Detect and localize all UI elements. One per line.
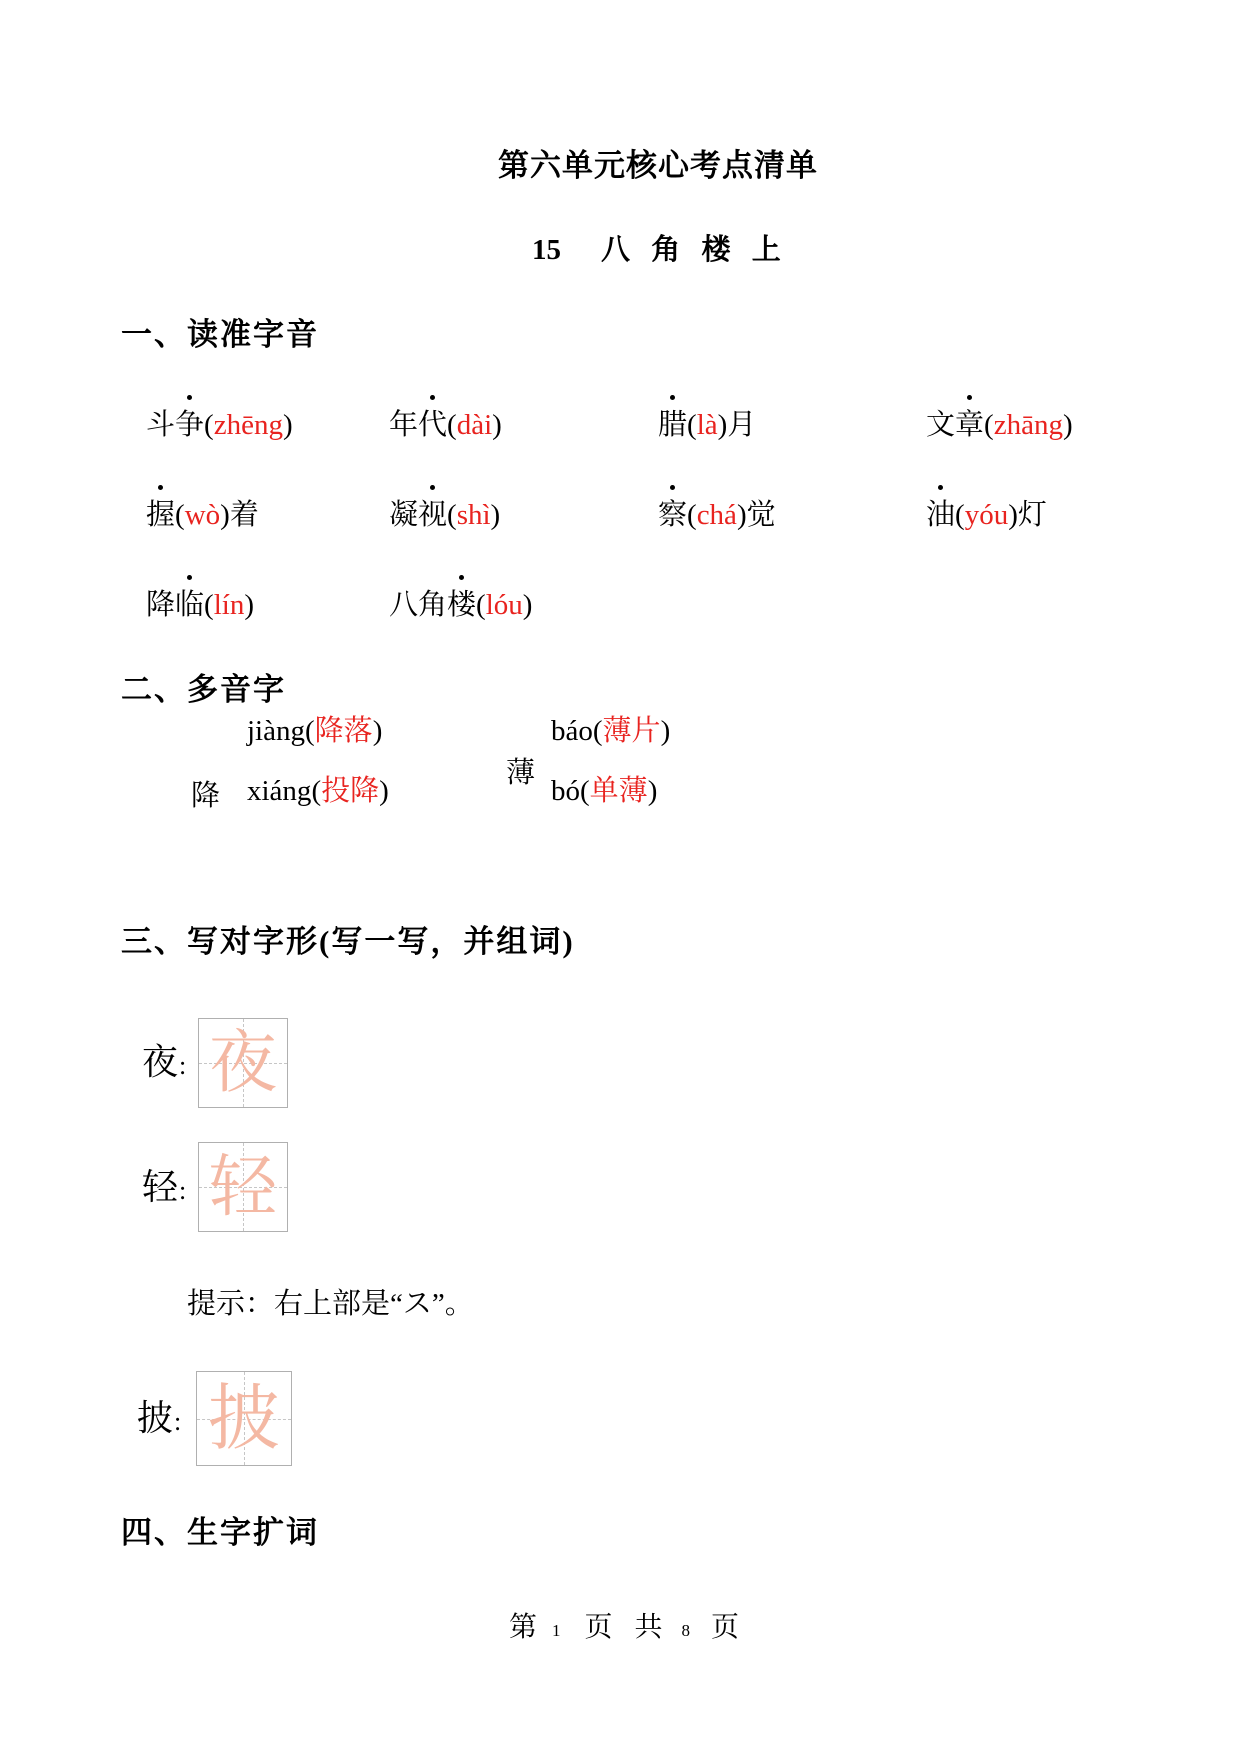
open-paren: ( bbox=[305, 715, 315, 747]
trace-char: 轻 bbox=[208, 1149, 277, 1225]
current-page-number: 1 bbox=[552, 1621, 561, 1640]
word-prefix: 八角 bbox=[389, 589, 448, 621]
word-prefix: 凝 bbox=[389, 499, 419, 531]
pinyin-answer: yóu bbox=[964, 499, 1009, 531]
write-char-label bbox=[142, 1167, 186, 1211]
section-heading-polyphonic: 二、多音字 bbox=[121, 672, 286, 707]
reading-pinyin: jiàng bbox=[247, 715, 305, 747]
lesson-name: 八 角 楼 上 bbox=[601, 234, 788, 266]
word-suffix: 灯 bbox=[1017, 499, 1047, 531]
char-label: 轻 bbox=[142, 1167, 179, 1207]
tian-grid-box bbox=[196, 1371, 292, 1466]
reading-word: 降落 bbox=[314, 715, 373, 747]
pinyin-item bbox=[926, 410, 1073, 440]
pinyin-answer: zhāng bbox=[993, 409, 1063, 441]
close-paren: ) bbox=[1062, 409, 1073, 441]
open-paren: ( bbox=[687, 409, 697, 441]
close-paren: ) bbox=[717, 409, 728, 441]
pinyin-answer: wò bbox=[184, 499, 221, 531]
pinyin-answer: shì bbox=[456, 499, 491, 531]
pinyin-item bbox=[926, 500, 1047, 530]
word-suffix: 月 bbox=[727, 409, 757, 441]
footer-page-word: 页 bbox=[584, 1612, 613, 1643]
document-title: 第六单元核心考点清单 bbox=[498, 148, 818, 183]
dotted-char: 视 bbox=[418, 499, 448, 531]
char-label: 披 bbox=[137, 1398, 174, 1438]
close-paren: ) bbox=[522, 589, 533, 621]
reading-pinyin: báo bbox=[551, 715, 593, 747]
colon: : bbox=[174, 1407, 182, 1436]
pinyin-answer: dài bbox=[456, 409, 493, 441]
close-paren: ) bbox=[282, 409, 293, 441]
tian-grid-box bbox=[198, 1142, 288, 1232]
close-paren: ) bbox=[647, 775, 658, 807]
close-paren: ) bbox=[1008, 499, 1018, 531]
colon: : bbox=[179, 1176, 187, 1205]
polyphonic-reading bbox=[247, 776, 389, 806]
trace-char: 披 bbox=[207, 1378, 280, 1459]
footer-total-word: 共 bbox=[634, 1612, 663, 1643]
word-prefix: 年 bbox=[389, 409, 419, 441]
word-suffix: 着 bbox=[229, 499, 259, 531]
word-prefix: 文 bbox=[926, 409, 956, 441]
close-paren: ) bbox=[490, 499, 501, 531]
dotted-char: 楼 bbox=[447, 589, 477, 621]
write-char-label bbox=[142, 1042, 186, 1086]
write-char-label bbox=[137, 1398, 181, 1442]
pinyin-answer: là bbox=[696, 409, 718, 441]
close-paren: ) bbox=[660, 715, 671, 747]
dotted-char: 腊 bbox=[658, 409, 688, 441]
close-paren: ) bbox=[372, 715, 383, 747]
open-paren: ( bbox=[175, 499, 185, 531]
section-heading-read-pronunciation: 一、读准字音 bbox=[121, 317, 319, 352]
total-pages-number: 8 bbox=[681, 1621, 691, 1640]
polyphonic-reading bbox=[551, 776, 657, 806]
pinyin-item bbox=[389, 500, 500, 530]
pinyin-item bbox=[146, 410, 293, 440]
pinyin-item bbox=[146, 590, 254, 620]
close-paren: ) bbox=[736, 499, 747, 531]
reading-pinyin: bó bbox=[551, 775, 580, 807]
char-label: 夜 bbox=[142, 1042, 179, 1082]
dotted-char: 油 bbox=[926, 499, 956, 531]
open-paren: ( bbox=[687, 499, 697, 531]
open-paren: ( bbox=[592, 715, 603, 747]
polyphonic-char: 降 bbox=[191, 780, 221, 812]
pinyin-item bbox=[146, 500, 259, 530]
close-paren: ) bbox=[379, 775, 389, 807]
open-paren: ( bbox=[447, 409, 457, 441]
close-paren: ) bbox=[244, 589, 254, 621]
pinyin-answer: chá bbox=[696, 499, 737, 531]
page-footer bbox=[509, 1613, 739, 1646]
footer-pre: 第 bbox=[509, 1612, 538, 1643]
open-paren: ( bbox=[984, 409, 994, 441]
hint-text: 提示：右上部是“ス”。 bbox=[187, 1288, 474, 1320]
close-paren: ) bbox=[220, 499, 230, 531]
polyphonic-reading bbox=[247, 716, 382, 746]
pinyin-item bbox=[658, 500, 776, 530]
pinyin-item bbox=[658, 410, 756, 440]
section-heading-write-characters: 三、写对字形(写一写，并组词) bbox=[121, 924, 575, 959]
section-heading-expand-words: 四、生字扩词 bbox=[121, 1515, 319, 1550]
trace-char: 夜 bbox=[208, 1025, 277, 1101]
pinyin-item bbox=[389, 590, 532, 620]
dotted-char: 临 bbox=[175, 589, 205, 621]
open-paren: ( bbox=[955, 499, 965, 531]
word-prefix: 降 bbox=[146, 589, 176, 621]
polyphonic-char: 薄 bbox=[506, 757, 536, 789]
dotted-char: 章 bbox=[955, 409, 985, 441]
dotted-char: 握 bbox=[146, 499, 176, 531]
pinyin-answer: zhēng bbox=[213, 409, 283, 441]
tian-grid-box bbox=[198, 1018, 288, 1108]
word-suffix: 觉 bbox=[746, 499, 776, 531]
open-paren: ( bbox=[204, 409, 214, 441]
open-paren: ( bbox=[580, 775, 590, 807]
dotted-char: 代 bbox=[418, 409, 448, 441]
close-paren: ) bbox=[492, 409, 502, 441]
dotted-char: 争 bbox=[175, 409, 205, 441]
colon: : bbox=[179, 1051, 187, 1080]
pinyin-item bbox=[389, 410, 502, 440]
word-prefix: 斗 bbox=[146, 409, 176, 441]
reading-word: 投降 bbox=[321, 775, 380, 807]
reading-word: 薄片 bbox=[602, 715, 661, 747]
pinyin-answer: lóu bbox=[485, 589, 523, 621]
reading-word: 单薄 bbox=[589, 775, 648, 807]
open-paren: ( bbox=[447, 499, 457, 531]
reading-pinyin: xiáng bbox=[247, 775, 312, 807]
dotted-char: 察 bbox=[658, 499, 688, 531]
pinyin-answer: lín bbox=[213, 589, 245, 621]
open-paren: ( bbox=[311, 775, 322, 807]
footer-post: 页 bbox=[711, 1612, 740, 1643]
lesson-number: 15 bbox=[532, 234, 561, 266]
open-paren: ( bbox=[476, 589, 486, 621]
open-paren: ( bbox=[204, 589, 214, 621]
polyphonic-reading bbox=[551, 716, 670, 746]
